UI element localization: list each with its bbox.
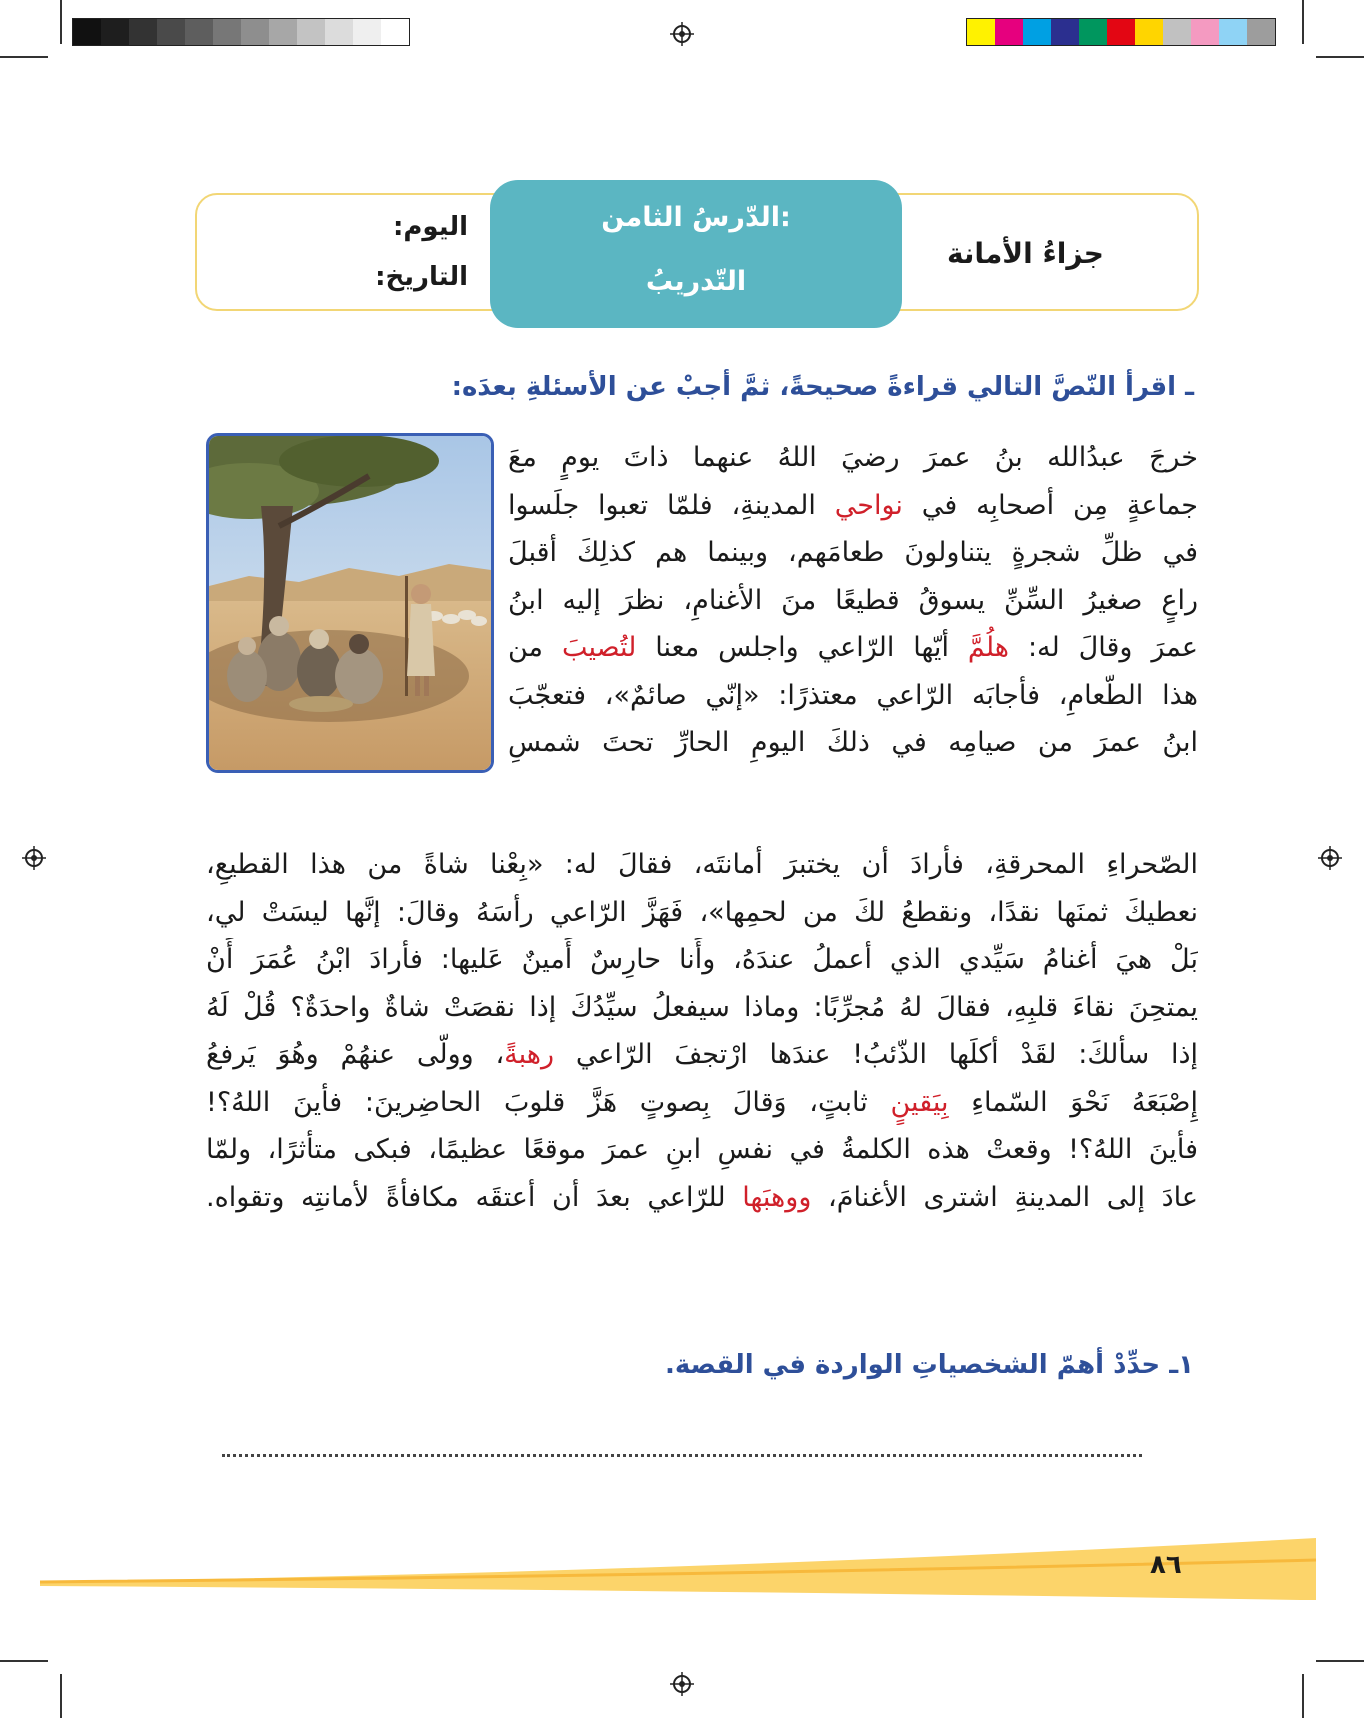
calibration-swatch (381, 19, 409, 45)
calibration-swatch (213, 19, 241, 45)
passage-line (508, 531, 1198, 575)
highlighted-word: لتُصيبَ (561, 632, 637, 663)
passage-text: راعٍ صغيرُ السِّنِّ يسوقُ قطيعًا منَ الأغنامِ، نظرَ إليه ابنُ (508, 584, 1198, 616)
calibration-swatch (325, 19, 353, 45)
lesson-title: جزاءُ الأمانة (946, 237, 1104, 270)
crop-mark-bottom-right-h (1316, 1660, 1364, 1662)
story-illustration (206, 433, 494, 773)
calibration-swatch (73, 19, 101, 45)
answer-line[interactable] (222, 1448, 1142, 1457)
color-calibration-strip (966, 18, 1276, 46)
passage-text: أيّها الرّاعي واجلس معنا (636, 632, 968, 663)
grayscale-calibration-strip (72, 18, 410, 46)
crop-mark-top-right-v (1302, 0, 1304, 44)
passage-text: من (508, 632, 562, 663)
passage-line (508, 579, 1198, 623)
passage-line (508, 436, 1198, 480)
calibration-swatch (297, 19, 325, 45)
calibration-swatch (129, 19, 157, 45)
crop-mark-top-right-h (1316, 56, 1364, 58)
passage-line (206, 891, 1198, 935)
desert-shepherd-scene-image (209, 436, 491, 770)
calibration-swatch (967, 19, 995, 45)
calibration-swatch (185, 19, 213, 45)
highlighted-word: بِيَقينٍ (890, 1086, 949, 1118)
calibration-swatch (1135, 19, 1163, 45)
passage-text: نعطيكَ ثمنَها نقدًا، ونقطعُ لكَ من لحمِها»، فَهَزَّ الرّاعي رأسَهُ وقالَ: إنَّها ليسَتْ لي، (206, 896, 1198, 928)
passage-text: بَلْ هيَ أغنامُ سَيِّدي الذي أعملُ عندَهُ، وأَنا حارِسٌ أَمينٌ عَليها: فأرادَ ابْنُ عُمَرَ أَنْ (206, 944, 1198, 975)
calibration-swatch (241, 19, 269, 45)
passage-line (206, 843, 1198, 887)
passage-text: للرّاعي بعدَ أن أعتقَه مكافأةً لأمانتِه وتقواه. (206, 1181, 743, 1213)
passage-line (206, 1176, 1198, 1220)
passage-line (206, 986, 1198, 1030)
passage-text: ، وولّى عنهُمْ وهُوَ يَرفعُ (206, 1039, 505, 1070)
registration-mark-bottom-icon (670, 1672, 694, 1696)
crop-mark-bottom-left-h (0, 1660, 48, 1662)
crop-mark-top-left-v (60, 0, 62, 44)
registration-mark-top-icon (670, 22, 694, 46)
passage-text: ابنُ عمرَ من صيامِه في ذلكَ اليومِ الحارِّ تحتَ شمسِ (508, 727, 1198, 758)
calibration-swatch (1247, 19, 1275, 45)
passage-text: يمتحِنَ نقاءَ قلبِهِ، فقالَ لهُ مُجرِّبًا: وماذا سيفعلُ سيِّدُكَ إذا نقصَتْ شاةٌ واحدَةٌ؟ قُلْ لَهُ (206, 991, 1198, 1023)
passage-text: إِصْبَعَهُ نَحْوَ السّماءِ (948, 1086, 1198, 1118)
passage-line (508, 626, 1198, 670)
lesson-tab (490, 180, 902, 328)
registration-mark-left-icon (22, 846, 46, 870)
registration-mark-right-icon (1318, 846, 1342, 870)
passage-line (508, 674, 1198, 718)
lesson-section: التّدريبُ (645, 266, 747, 297)
passage-line (508, 721, 1198, 765)
date-label: التاريخ: (375, 262, 468, 292)
passage-line (206, 1033, 1198, 1077)
highlighted-word: رهبةً (504, 1039, 555, 1070)
passage-text: هذا الطّعامِ، فأجابَه الرّاعي معتذرًا: «إنّي صائمٌ»، فتعجّبَ (508, 679, 1198, 711)
page-number: ٨٦ (1150, 1550, 1182, 1580)
passage-line (206, 1081, 1198, 1125)
highlighted-word: ووهبَها (742, 1181, 812, 1213)
calibration-swatch (995, 19, 1023, 45)
calibration-swatch (1191, 19, 1219, 45)
crop-mark-bottom-left-v (60, 1674, 62, 1718)
reading-instruction: ـ اقرأ النّصَّ التالي قراءةً صحيحةً، ثمَّ أجبْ عن الأسئلةِ بعدَه: (451, 372, 1194, 402)
calibration-swatch (353, 19, 381, 45)
highlighted-word: نواحي (834, 489, 903, 521)
highlighted-word: هلُمَّ (967, 632, 1010, 663)
calibration-swatch (1051, 19, 1079, 45)
passage-text: عمرَ وقالَ له: (1009, 632, 1198, 663)
calibration-swatch (1163, 19, 1191, 45)
passage-text: في ظلِّ شجرةٍ يتناولونَ طعامَهم، وبينما هم كذلِكَ أقبلَ (508, 537, 1198, 568)
passage-line (508, 484, 1198, 528)
passage-text: خرجَ عبدُالله بنُ عمرَ رضيَ اللهُ عنهما ذاتَ يومٍ معَ (508, 442, 1198, 473)
question-1: ١ـ حدِّدْ أهمّ الشخصياتِ الواردة في القصة. (664, 1350, 1194, 1380)
passage-text: الصّحراءِ المحرقةِ، فأرادَ أن يختبرَ أمانتَه، فقالَ له: «بِعْنا شاةً من هذا القطيعِ، (206, 849, 1198, 880)
crop-mark-top-left-h (0, 56, 48, 58)
calibration-swatch (1107, 19, 1135, 45)
passage-text: فأينَ اللهُ؟! وقعتْ هذه الكلمةُ في نفسِ ابنِ عمرَ موقعًا عظيمًا، فبكى متأثرًا، ولمّا (206, 1134, 1198, 1165)
passage-line (206, 1128, 1198, 1172)
passage-text: عادَ إلى المدينةِ اشترى الأغنامَ، (811, 1181, 1198, 1213)
passage-text: جماعةٍ مِن أصحابِه في (902, 489, 1198, 521)
calibration-swatch (1219, 19, 1247, 45)
crop-mark-bottom-right-v (1302, 1674, 1304, 1718)
calibration-swatch (157, 19, 185, 45)
calibration-swatch (1023, 19, 1051, 45)
calibration-swatch (101, 19, 129, 45)
day-label: اليوم: (392, 212, 468, 242)
passage-text: إذا سألكَ: لقَدْ أكلَها الذّئبُ! عندَها ارْتجفَ الرّاعي (554, 1039, 1198, 1070)
passage-line (206, 938, 1198, 982)
passage-text: المدينةِ، فلمّا تعبوا جلَسوا (508, 489, 835, 521)
calibration-swatch (1079, 19, 1107, 45)
calibration-swatch (269, 19, 297, 45)
lesson-number: الدّرسُ الثامن: (601, 202, 791, 233)
passage-text: ثابتٍ، وَقالَ بِصوتٍ هَزَّ قلوبَ الحاضِرينَ: فأينَ اللهُ؟! (206, 1086, 891, 1118)
